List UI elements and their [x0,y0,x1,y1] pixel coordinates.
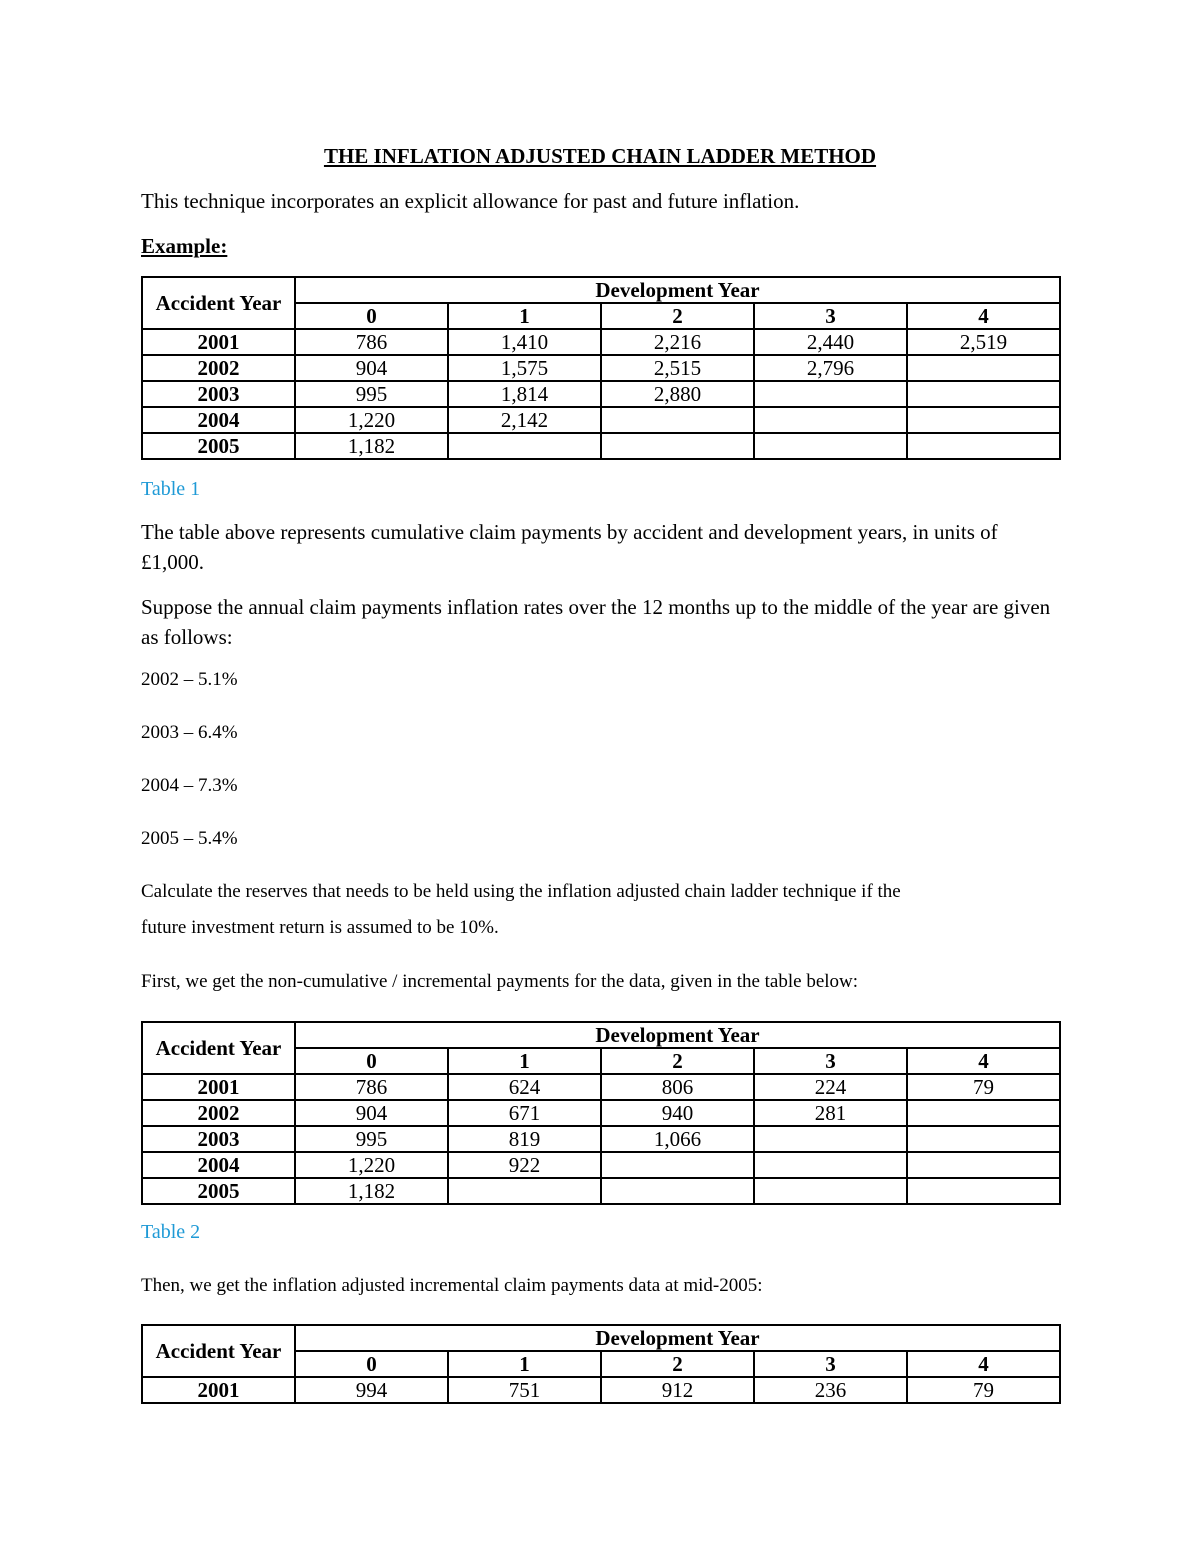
accident-year-cell: 2005 [142,433,295,459]
dev-col-header: 0 [295,303,448,329]
dev-col-header: 0 [295,1048,448,1074]
value-cell: 624 [448,1074,601,1100]
calculation-task-line-1: Calculate the reserves that needs to be held using the inflation adjusted chain ladder technique if the [141,881,901,902]
header-accident-year: Accident Year [142,1022,295,1074]
table-row [142,1178,1060,1204]
table-row [142,1377,1060,1403]
value-cell: 2,142 [448,407,601,433]
value-cell [907,1178,1060,1204]
inflation-rate-item: 2004 – 7.3% [141,775,238,796]
table-row [142,1152,1060,1178]
accident-year-cell: 2002 [142,355,295,381]
dev-col-header: 1 [448,1048,601,1074]
table-inflation-adjusted-payments [141,1324,1061,1404]
value-cell [601,433,754,459]
value-cell [754,1152,907,1178]
accident-year-cell: 2001 [142,1377,295,1403]
table1-caption: Table 1 [141,478,201,500]
value-cell: 922 [448,1152,601,1178]
value-cell: 224 [754,1074,907,1100]
accident-year-cell: 2001 [142,329,295,355]
header-accident-year: Accident Year [142,277,295,329]
inflation-rate-item: 2002 – 5.1% [141,669,238,690]
accident-year-cell: 2003 [142,381,295,407]
table-row [142,1074,1060,1100]
table-description-paragraph: The table above represents cumulative claim payments by accident and development years, in units of £1,000. [141,520,998,574]
value-cell: 1,575 [448,355,601,381]
value-cell: 79 [907,1074,1060,1100]
calculation-task-line-2: future investment return is assumed to be 10%. [141,917,499,938]
value-cell: 995 [295,381,448,407]
value-cell: 671 [448,1100,601,1126]
dev-col-header: 3 [754,1351,907,1377]
dev-col-header: 4 [907,1351,1060,1377]
value-cell: 806 [601,1074,754,1100]
inflation-intro-paragraph: Suppose the annual claim payments inflation rates over the 12 months up to the middle of the year are given as follows: [141,595,1051,649]
table2-caption: Table 2 [141,1221,201,1243]
value-cell: 2,519 [907,329,1060,355]
table-row [142,1100,1060,1126]
table-cumulative-payments [141,276,1061,460]
header-accident-year: Accident Year [142,1325,295,1377]
dev-col-header: 2 [601,1048,754,1074]
value-cell: 2,880 [601,381,754,407]
value-cell: 2,440 [754,329,907,355]
value-cell: 819 [448,1126,601,1152]
value-cell [601,407,754,433]
intro-paragraph: This technique incorporates an explicit allowance for past and future inflation. [141,189,800,213]
table-row [142,433,1060,459]
value-cell [754,1126,907,1152]
value-cell: 912 [601,1377,754,1403]
value-cell [907,1100,1060,1126]
value-cell: 236 [754,1377,907,1403]
value-cell [907,1152,1060,1178]
accident-year-cell: 2004 [142,1152,295,1178]
value-cell: 1,182 [295,433,448,459]
value-cell: 1,220 [295,1152,448,1178]
accident-year-cell: 2003 [142,1126,295,1152]
dev-col-header: 4 [907,303,1060,329]
table-incremental-payments [141,1021,1061,1205]
dev-col-header: 3 [754,303,907,329]
inflation-rate-item: 2005 – 5.4% [141,828,238,849]
accident-year-cell: 2005 [142,1178,295,1204]
value-cell: 2,216 [601,329,754,355]
header-development-year: Development Year [295,277,1060,303]
dev-col-header: 4 [907,1048,1060,1074]
value-cell: 281 [754,1100,907,1126]
dev-col-header: 0 [295,1351,448,1377]
header-development-year: Development Year [295,1022,1060,1048]
header-development-year: Development Year [295,1325,1060,1351]
dev-col-header: 1 [448,1351,601,1377]
value-cell: 2,796 [754,355,907,381]
value-cell [754,433,907,459]
value-cell [448,1178,601,1204]
example-heading: Example: [141,234,228,258]
inflation-rate-item: 2003 – 6.4% [141,722,238,743]
value-cell: 786 [295,1074,448,1100]
table-row [142,407,1060,433]
table-row [142,1126,1060,1152]
accident-year-cell: 2002 [142,1100,295,1126]
page-title: THE INFLATION ADJUSTED CHAIN LADDER METHOD [323,144,877,168]
dev-col-header: 1 [448,303,601,329]
accident-year-cell: 2001 [142,1074,295,1100]
value-cell [754,1178,907,1204]
value-cell: 994 [295,1377,448,1403]
value-cell [907,407,1060,433]
value-cell: 1,220 [295,407,448,433]
dev-col-header: 2 [601,303,754,329]
value-cell [754,381,907,407]
inflation-adjusted-intro-paragraph: Then, we get the inflation adjusted incremental claim payments data at mid-2005: [141,1275,763,1296]
value-cell: 786 [295,329,448,355]
value-cell: 904 [295,1100,448,1126]
value-cell [448,433,601,459]
table-row [142,329,1060,355]
value-cell [907,433,1060,459]
value-cell: 1,410 [448,329,601,355]
value-cell: 1,066 [601,1126,754,1152]
table-row [142,355,1060,381]
value-cell: 995 [295,1126,448,1152]
value-cell: 1,182 [295,1178,448,1204]
value-cell [907,1126,1060,1152]
value-cell [754,407,907,433]
dev-col-header: 2 [601,1351,754,1377]
value-cell [601,1178,754,1204]
incremental-intro-paragraph: First, we get the non-cumulative / incremental payments for the data, given in the table below: [141,971,859,992]
value-cell: 79 [907,1377,1060,1403]
value-cell [907,381,1060,407]
dev-col-header: 3 [754,1048,907,1074]
value-cell [907,355,1060,381]
value-cell [601,1152,754,1178]
accident-year-cell: 2004 [142,407,295,433]
value-cell: 904 [295,355,448,381]
value-cell: 751 [448,1377,601,1403]
value-cell: 1,814 [448,381,601,407]
value-cell: 2,515 [601,355,754,381]
table-row [142,381,1060,407]
value-cell: 940 [601,1100,754,1126]
